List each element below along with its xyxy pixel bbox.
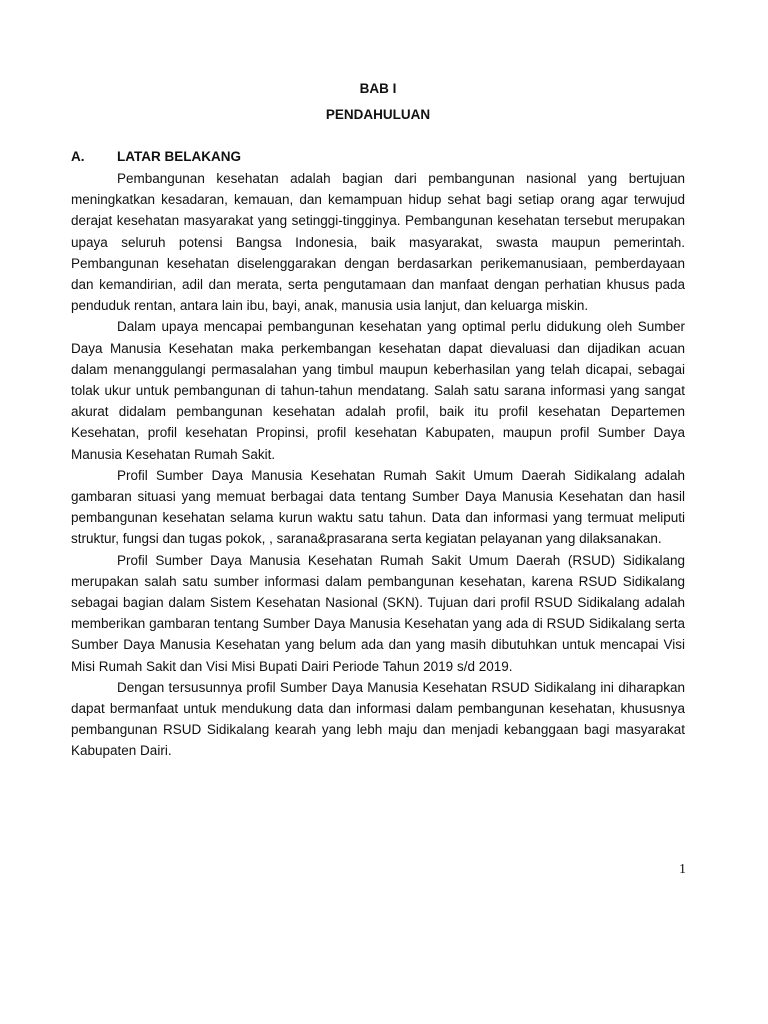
paragraph-3: Profil Sumber Daya Manusia Kesehatan Rumah Sakit Umum Daerah Sidikalang adalah gambaran situasi yang memuat berbagai data tentang Sumber Daya Manusia Kesehatan dan hasil pembangunan kesehatan selama kurun waktu satu tahun. Data dan informasi yang termuat meliputi struktur, fungsi dan tugas pokok, , sarana&prasarana serta kegiatan pelayanan yang dilaksanakan.: [71, 467, 685, 547]
paragraph-1: Pembangunan kesehatan adalah bagian dari pembangunan nasional yang bertujuan meningkatkan kesadaran, kemauan, dan kemampuan hidup sehat bagi setiap orang agar terwujud derajat kesehatan masyarakat yang setinggi-tingginya. Pembangunan kesehatan tersebut merupakan upaya seluruh potensi Bangsa Indonesia, baik masyarakat, swasta maupun pemerintah. Pembangunan kesehatan diselenggarakan dengan berdasarkan perikemanusiaan, pemberdayaan dan kemandirian, adil dan merata, serta pengutamaan dan manfaat dengan perhatian khusus pada penduduk rentan, antara lain ibu, bayi, anak, manusia usia lanjut, dan keluarga miskin.: [71, 171, 685, 314]
section-letter: A.: [71, 149, 85, 164]
chapter-number: BAB I: [359, 81, 397, 96]
chapter-title: PENDAHULUAN: [325, 107, 431, 122]
paragraph-4: Profil Sumber Daya Manusia Kesehatan Rumah Sakit Umum Daerah (RSUD) Sidikalang merupakan salah satu sumber informasi dalam pembangunan kesehatan, karena RSUD Sidikalang sebagai bagian dalam Sistem Kesehatan Nasional (SKN). Tujuan dari profil RSUD Sidikalang adalah memberikan gambaran tentang Sumber Daya Manusia Kesehatan yang ada di RSUD Sidikalang serta Sumber Daya Manusia Kesehatan yang belum ada dan yang masih dibutuhkan untuk mencapai Visi Misi Rumah Sakit dan Visi Misi Bupati Dairi Periode Tahun 2019 s/d 2019.: [71, 552, 685, 674]
body-text: [71, 168, 685, 762]
paragraph-2: Dalam upaya mencapai pembangunan kesehatan yang optimal perlu didukung oleh Sumber Daya Manusia Kesehatan maka perkembangan kesehatan dapat dievaluasi dan dijadikan acuan dalam menanggulangi permasalahan yang timbul maupun keberhasilan yang telah dicapai, sebagai tolak ukur untuk pembangunan di tahun-tahun mendatang. Salah satu sarana informasi yang sangat akurat didalam pembangunan kesehatan adalah profil, baik itu profil kesehatan Departemen Kesehatan, profil kesehatan Propinsi, profil kesehatan Kabupaten, maupun profil Sumber Daya Manusia Kesehatan Rumah Sakit.: [71, 319, 685, 462]
section-heading: [71, 148, 241, 166]
section-title: LATAR BELAKANG: [117, 149, 241, 164]
page-number: 1: [679, 862, 686, 877]
paragraph-5: Dengan tersusunnya profil Sumber Daya Manusia Kesehatan RSUD Sidikalang ini diharapkan dapat bermanfaat untuk mendukung data dan informasi dalam pembangunan kesehatan, khususnya pembangunan RSUD Sidikalang kearah yang lebh maju dan menjadi kebanggaan bagi masyarakat Kabupaten Dairi.: [71, 679, 685, 759]
